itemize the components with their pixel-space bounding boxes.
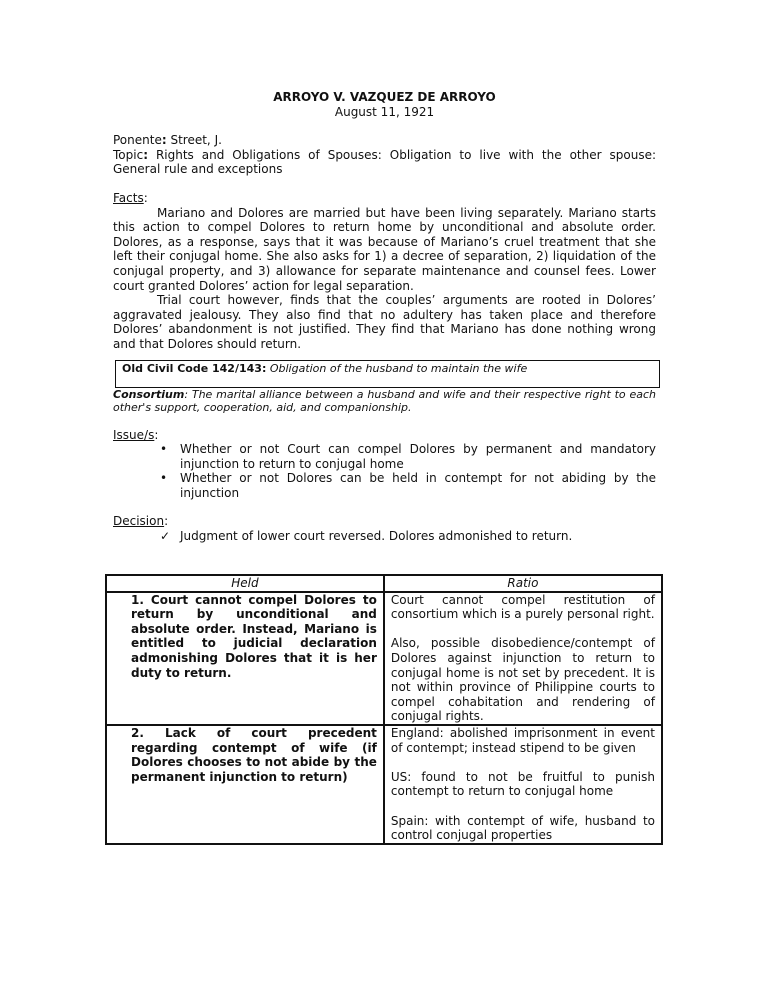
civil-code-reference: Old Civil Code 142/143: <box>122 361 267 375</box>
facts-paragraph-1: Mariano and Dolores are married but have been living separately. Mariano starts this action to compel Dolores to return home by unconditional and absolute order. Dolores, as a response, says that it was because of Mariano’s cruel treatment that she left their conjugal home. She also asks for 1) a decree of separation, 2) liquidation of the conjugal property, and 3) allowance for separate maintenance and counsel fees. Lower court granted Dolores’ action for legal separation. <box>113 205 656 293</box>
ratio-paragraph: Also, possible disobedience/contempt of Dolores against injunction to return to conjugal home is not set by precedent. It is not within province of Philippine courts to compel cohabitation and rendering of conjugal rights. <box>390 636 655 724</box>
held-cell <box>106 725 384 844</box>
ratio-paragraph: Spain: with contempt of wife, husband to control conjugal properties <box>390 813 655 843</box>
decision-text: Judgment of lower court reversed. Dolores admonished to return. <box>180 529 573 544</box>
bullet-icon: • <box>160 471 168 486</box>
table-row <box>106 725 662 844</box>
issues-list <box>113 442 656 500</box>
issue-text: Whether or not Dolores can be held in contempt for not abiding by the injunction <box>180 471 656 500</box>
issues-label: Issue/s <box>113 427 155 442</box>
civil-code-description: Obligation of the husband to maintain the wife <box>266 361 528 375</box>
issue-text: Whether or not Court can compel Dolores by permanent and mandatory injunction to return to conjugal home <box>180 442 656 471</box>
bullet-icon: • <box>160 442 168 457</box>
consortium-term: Consortium <box>113 387 185 401</box>
topic-label: Topic <box>113 147 144 162</box>
case-title: ARROYO V. VAZQUEZ DE ARROYO <box>273 90 496 104</box>
held-text: 1. Court cannot compel Dolores to return by unconditional and absolute order. Instead, Mariano is entitled to judicial declaration admonishing Dolores that it is her duty to return. <box>131 592 377 680</box>
topic-value: Rights and Obligations of Spouses: Obligation to live with the other spouse: General rule and exceptions <box>113 147 656 177</box>
table-row <box>106 592 662 725</box>
issue-item <box>160 442 656 471</box>
held-text: 2. Lack of court precedent regarding contempt of wife (if Dolores chooses to not abide by the permanent injunction to return) <box>131 725 377 784</box>
ponente-line <box>113 133 656 148</box>
facts-heading: Facts: <box>113 190 148 205</box>
decision-label: Decision <box>113 514 165 529</box>
case-date: August 11, 1921 <box>334 104 435 119</box>
table-header-row <box>106 575 662 592</box>
ratio-column-header: Ratio <box>384 575 662 592</box>
ponente-colon: : <box>161 133 167 148</box>
held-column-header: Held <box>106 575 384 592</box>
issue-item <box>160 471 656 500</box>
ratio-cell <box>384 592 662 725</box>
checkmark-icon: ✓ <box>160 529 171 544</box>
ratio-paragraph: Court cannot compel restitution of consortium which is a purely personal right. <box>390 592 655 622</box>
facts-paragraph-2: Trial court however, finds that the couples’ arguments are rooted in Dolores’ aggravated jealousy. They also find that no adultery has taken place and therefore Dolores’ abandonment is not justified. They find that Mariano has done nothing wrong and that Dolores should return. <box>113 293 656 351</box>
consortium-definition <box>113 388 656 414</box>
topic-line <box>113 148 656 177</box>
ponente-value: Street, J. <box>166 133 222 148</box>
ratio-cell <box>384 725 662 844</box>
ratio-paragraph: England: abolished imprisonment in event of contempt; instead stipend to be given <box>390 725 655 755</box>
ponente-label: Ponente <box>113 133 162 148</box>
held-ratio-table <box>105 574 663 845</box>
topic-colon: : <box>143 147 148 162</box>
ratio-paragraph: US: found to not be fruitful to punish contempt to return to conjugal home <box>390 769 655 799</box>
facts-label: Facts <box>113 190 144 205</box>
document-body <box>113 90 656 544</box>
decision-item <box>113 529 656 544</box>
decision-heading: Decision: <box>113 514 169 529</box>
issues-heading: Issue/s: <box>113 427 159 442</box>
civil-code-box <box>115 360 660 388</box>
consortium-text: : The marital alliance between a husband and wife and their respective right to each other's support, cooperation, aid, and companionship. <box>113 387 656 414</box>
held-cell <box>106 592 384 725</box>
